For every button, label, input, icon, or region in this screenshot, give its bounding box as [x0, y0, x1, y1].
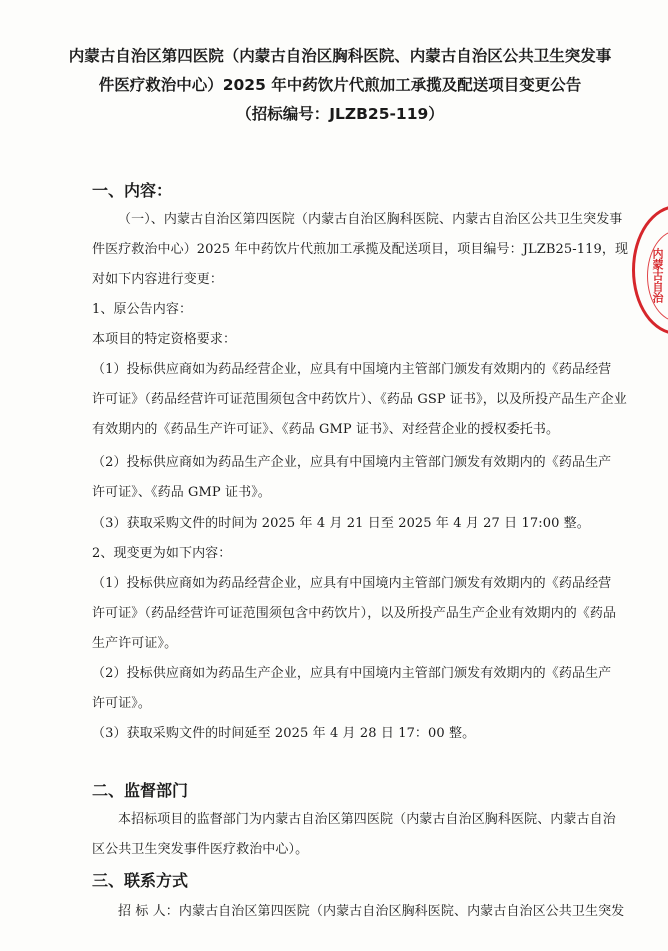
title-line: 件医疗救治中心）2025 年中药饮片代煎加工承揽及配送项目变更公告 [98, 76, 582, 94]
section-heading-contact: 三、联系方式 [92, 871, 189, 890]
section-heading-supervision: 二、监督部门 [92, 781, 189, 800]
body-line: 1、原公告内容： [92, 302, 193, 317]
title-line: 内蒙古自治区第四医院（内蒙古自治区胸科医院、内蒙古自治区公共卫生突发事 [68, 47, 612, 65]
body-line: 许可证》（药品经营许可证范围须包含中药饮片），以及所投产品生产企业有效期内的《药品 [92, 606, 617, 621]
document-title [60, 42, 620, 129]
body-line: 招 标 人：内蒙古自治区第四医院（内蒙古自治区胸科医院、内蒙古自治区公共卫生突发 [118, 904, 625, 919]
body-line: 区公共卫生突发事件医疗救治中心）。 [92, 842, 309, 857]
body-line: 许可证》。 [92, 696, 152, 711]
body-line: （1）投标供应商如为药品经营企业，应具有中国境内主管部门颁发有效期内的《药品经营 [92, 362, 612, 377]
official-seal [632, 205, 668, 335]
body-line: （3）获取采购文件的时间为 2025 年 4 月 21 日至 2025 年 4 月 27 日 17:00 整。 [92, 516, 590, 531]
body-line: 有效期内的《药品生产许可证》、《药品 GMP 证书》、对经营企业的授权委托书。 [92, 422, 560, 437]
body-line: 许可证》（药品经营许可证范围须包含中药饮片）、《药品 GSP 证书》，以及所投产品生产企业 [92, 392, 627, 407]
body-line: （一）、内蒙古自治区第四医院（内蒙古自治区胸科医院、内蒙古自治区公共卫生突发事 [118, 212, 623, 227]
body-line: （1）投标供应商如为药品经营企业，应具有中国境内主管部门颁发有效期内的《药品经营 [92, 576, 612, 591]
seal-text: 内蒙古自治 [651, 248, 664, 303]
body-line: （3）获取采购文件的时间延至 2025 年 4 月 28 日 17：00 整。 [92, 726, 476, 741]
body-line: （2）投标供应商如为药品生产企业，应具有中国境内主管部门颁发有效期内的《药品生产 [92, 455, 612, 470]
title-line: （招标编号：JLZB25-119） [236, 105, 444, 123]
body-line: 许可证》、《药品 GMP 证书》。 [92, 485, 271, 500]
body-line: 本项目的特定资格要求： [92, 332, 237, 347]
body-line: （2）投标供应商如为药品生产企业，应具有中国境内主管部门颁发有效期内的《药品生产 [92, 666, 612, 681]
body-line: 本招标项目的监督部门为内蒙古自治区第四医院（内蒙古自治区胸科医院、内蒙古自治 [118, 812, 616, 827]
section-heading-content: 一、内容： [92, 181, 173, 200]
body-line: 2、现变更为如下内容： [92, 546, 232, 561]
body-line: 件医疗救治中心）2025 年中药饮片代煎加工承揽及配送项目，项目编号：JLZB25-119，现 [92, 242, 629, 257]
body-line: 生产许可证》。 [92, 636, 178, 651]
body-line: 对如下内容进行变更： [92, 272, 224, 287]
